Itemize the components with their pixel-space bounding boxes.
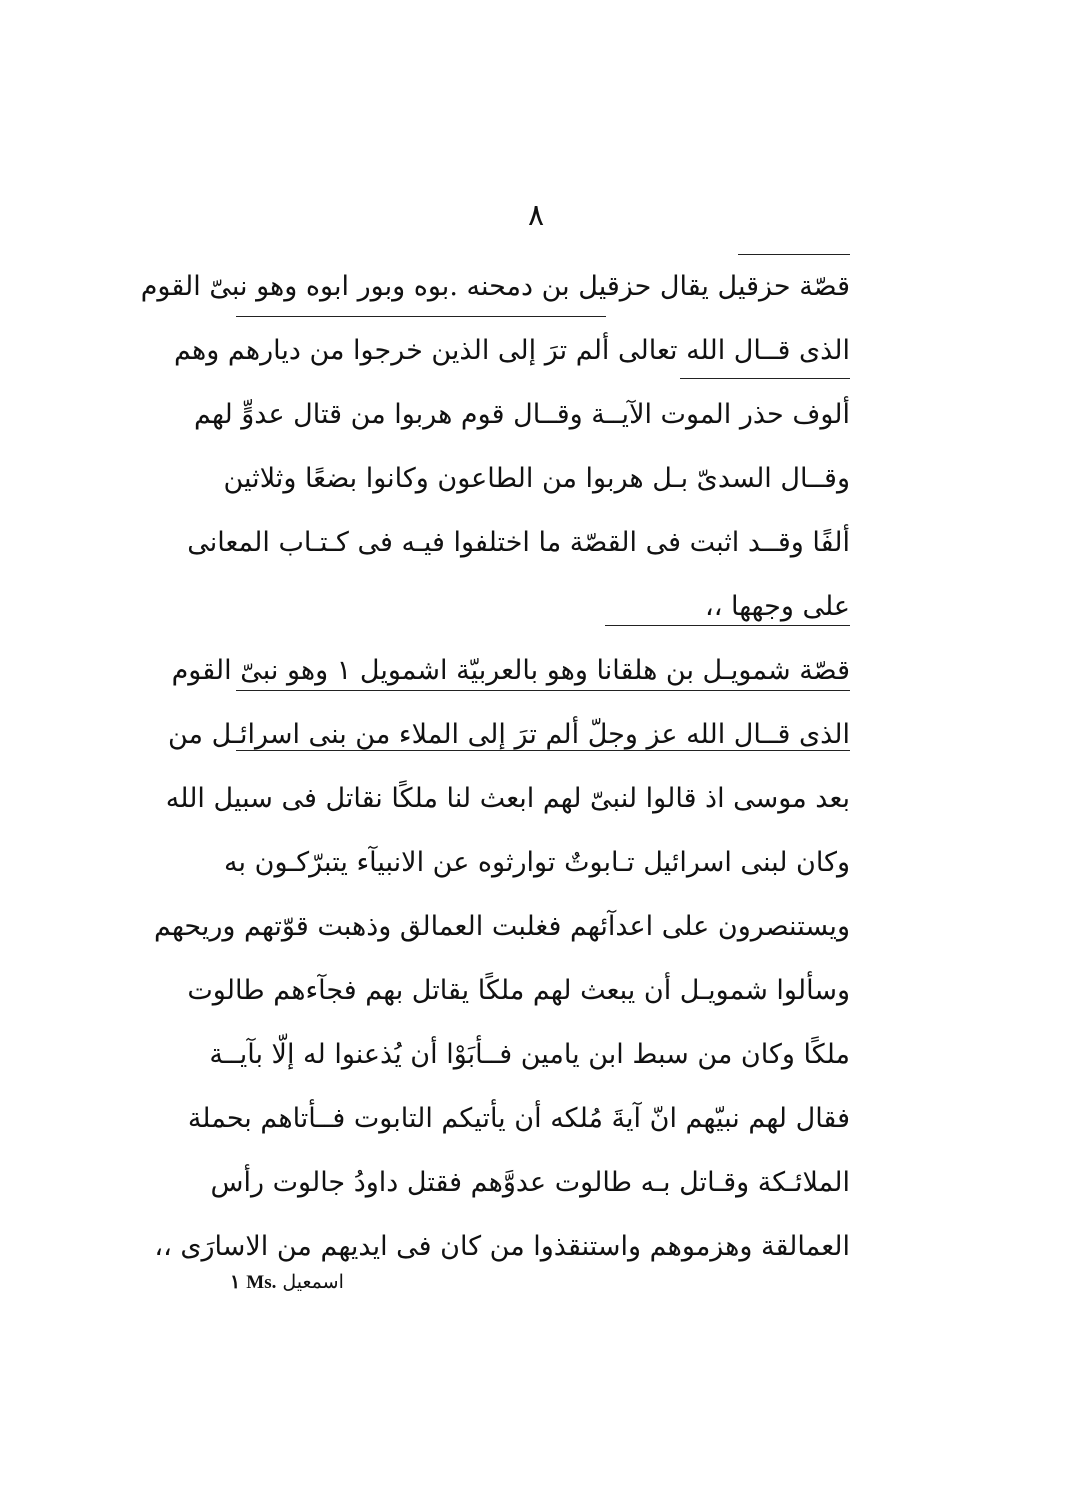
text-line-9: بعد موسى اذ قالوا لنبىّ لهم ابعث لنا ملكًا نقاتل فى سبيل الله (165, 783, 850, 814)
text-line-16: العمالقة وهزموهم واستنقذوا من كان فى ايديهم من الاسارَى ،، (154, 1231, 850, 1262)
text-line-7: قصّة شمويـل بن هلقانا وهو بالعربيّة اشمويل ١ وهو نبىّ القوم (171, 655, 850, 686)
text-line-12: وسألوا شمويـل أن يبعث لهم ملكًا يقاتل بهم فجآءهم طالوت (187, 975, 850, 1006)
text-line-10: وكان لبنى اسرائيل تـابوتٌ توارثوه عن الانبيآء يتبرّكـون به (224, 847, 850, 878)
text-line-2: الذى قــال الله تعالى ألم ترَ إلى الذين خرجوا من ديارهم وهم (174, 335, 850, 366)
text-line-11: ويستنصرون على اعدآئهم فغلبت العمالق وذهبت قوّتهم وريحهم (153, 911, 850, 942)
text-line-5: ألفًا وقــد اثبت فى القصّة ما اختلفوا فيـه فى كـتـاب المعانى (187, 527, 850, 558)
text-line-6: على وجهها ،، (705, 591, 850, 622)
text-line-1: قصّة حزقيل يقال حزقيل بن دمحنه .بوه وبور ابوه وهو نبىّ القوم (140, 271, 850, 302)
text-line-13: ملكًا وكان من سبط ابن يامين فــأبَوْا أن يُذعنوا له إلّا بآيــة (209, 1039, 850, 1070)
footnote (230, 1268, 430, 1297)
page-number: ٨ (527, 198, 545, 233)
text-line-8: الذى قــال الله عز وجلّ ألم ترَ إلى الملاء من بنى اسرائـل من (167, 719, 850, 750)
footnote-ms-label: Ms. (246, 1272, 277, 1293)
text-line-4: وقــال السدىّ بـل هربوا من الطاعون وكانوا بضعًا وثلاثين (223, 463, 850, 494)
footnote-word: اسمعيل (282, 1271, 344, 1293)
text-line-15: الملائـكة وقـاتل بـه طالوت عدوَّهم فقتل داودُ جالوت رأس (210, 1167, 850, 1198)
text-line-3: ألوف حذر الموت الآيــة وقــال قوم هربوا من قتال عدوٍّ لهم (194, 399, 850, 430)
text-line-14: فقال لهم نبيّهم انّ آيةَ مُلكه أن يأتيكم التابوت فــأتاهم بحملة (187, 1103, 850, 1134)
footnote-marker: ١ (230, 1271, 241, 1293)
body-text (140, 255, 850, 1279)
